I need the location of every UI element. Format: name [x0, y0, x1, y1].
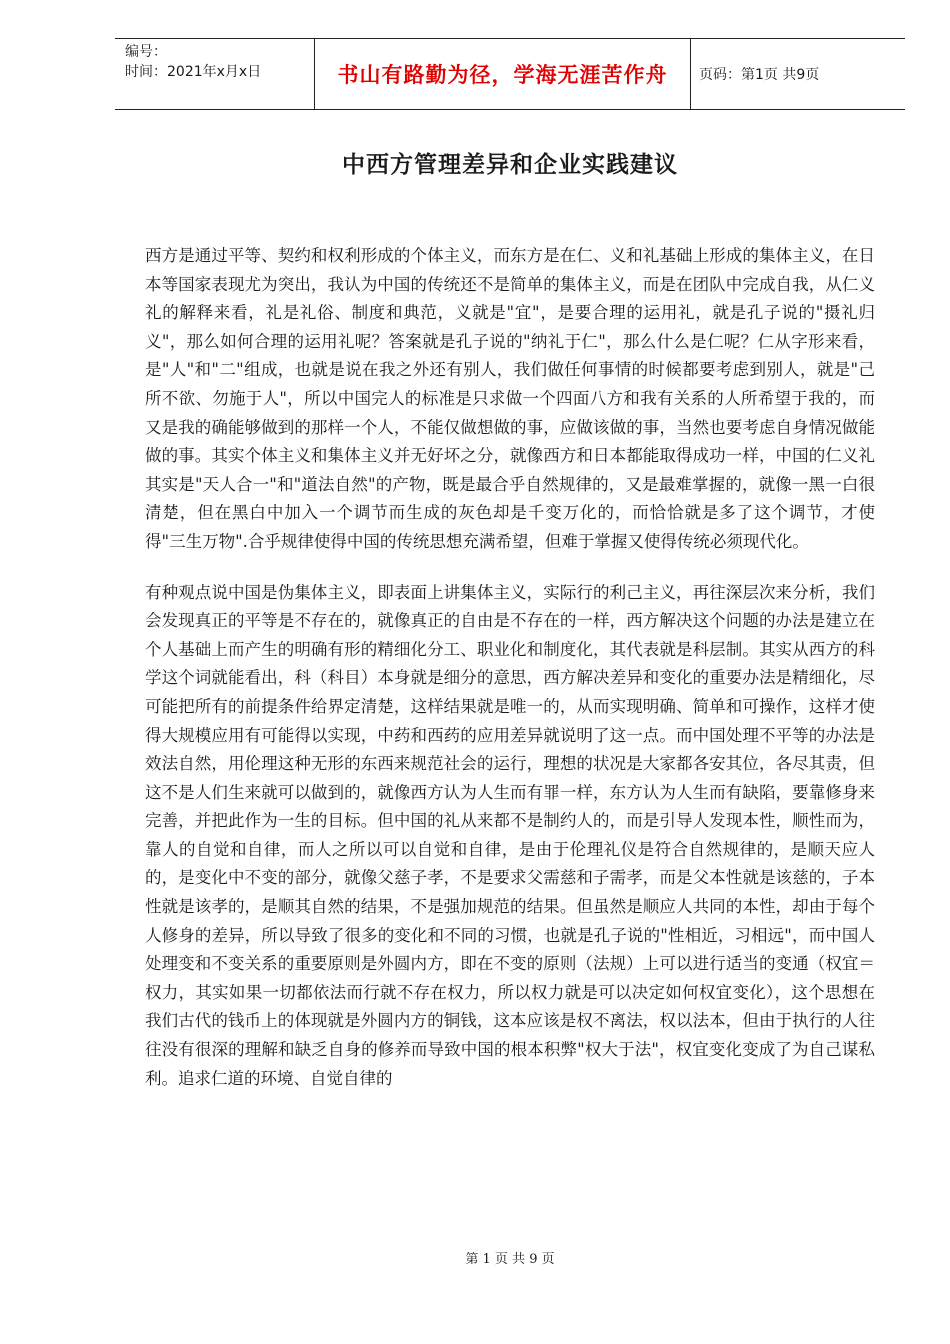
document-body	[145, 242, 875, 1115]
paragraph-1: 西方是通过平等、契约和权利形成的个体主义，而东方是在仁、义和礼基础上形成的集体主义，在日本等国家表现尤为突出，我认为中国的传统还不是简单的集体主义，而是在团队中完成自我，从仁义礼的解释来看，礼是礼俗、制度和典范，义就是"宜"，是要合理的运用礼，就是孔子说的"摄礼归义"，那么如何合理的运用礼呢？答案就是孔子说的"纳礼于仁"，那么什么是仁呢？仁从字形来看，是"人"和"二"组成，也就是说在我之外还有别人，我们做任何事情的时候都要考虑到别人，就是"己所不欲、勿施于人"，所以中国完人的标准是只求做一个四面八方和我有关系的人所希望于我的，而又是我的确能够做到的那样一个人，不能仅做想做的事，应做该做的事，当然也要考虑自身情况做能做的事。其实个体主义和集体主义并无好坏之分，就像西方和日本都能取得成功一样，中国的仁义礼其实是"天人合一"和"道法自然"的产物，既是最合乎自然规律的，又是最难掌握的，就像一黑一白很清楚，但在黑白中加入一个调节而生成的灰色却是千变万化的，而恰恰就是多了这个调节，才使得"三生万物".合乎规律使得中国的传统思想充满希望，但难于掌握又使得传统必须现代化。	[145, 246, 875, 551]
header-motto: 书山有路勤为径，学海无涯苦作舟	[315, 39, 691, 109]
header-table	[115, 38, 905, 110]
paragraph-2: 有种观点说中国是伪集体主义，即表面上讲集体主义，实际行的利己主义，再往深层次来分析，我们会发现真正的平等是不存在的，就像真正的自由是不存在的一样，西方解决这个问题的办法是建立在个人基础上而产生的明确有形的精细化分工、职业化和制度化，其代表就是科层制。其实从西方的科学这个词就能看出，科（科目）本身就是细分的意思，西方解决差异和变化的重要办法是精细化，尽可能把所有的前提条件给界定清楚，这样结果就是唯一的，从而实现明确、简单和可操作，这样才使得大规模应用有可能得以实现，中药和西药的应用差异就说明了这一点。而中国处理不平等的办法是效法自然，用伦理这种无形的东西来规范社会的运行，理想的状况是大家都各安其位，各尽其责，但这不是人们生来就可以做到的，就像西方认为人生而有罪一样，东方认为人生而有缺陷，要靠修身来完善，并把此作为一生的目标。但中国的礼从来都不是制约人的，而是引导人发现本性，顺性而为，靠人的自觉和自律，而人之所以可以自觉和自律，是由于伦理礼仪是符合自然规律的，是顺天应人的，是变化中不变的部分，就像父慈子孝，不是要求父需慈和子需孝，而是父本性就是该慈的，子本性就是该孝的，是顺其自然的结果，不是强加规范的结果。但虽然是顺应人共同的本性，却由于每个人修身的差异，所以导致了很多的变化和不同的习惯，也就是孔子说的"性相近，习相远"，而中国人处理变和不变关系的重要原则是外圆内方，即在不变的原则（法规）上可以进行适当的变通（权宜＝权力，其实如果一切都依法而行就不存在权力，所以权力就是可以决定如何权宜变化），这个思想在我们古代的钱币上的体现就是外圆内方的铜钱，这本应该是权不离法，权以法本，但由于执行的人往往没有很深的理解和缺乏自身的修养而导致中国的根本积弊"权大于法"，权宜变化变成了为自己谋私利。追求仁道的环境、自觉自律的	[145, 582, 875, 1088]
number-label: 编号：	[125, 44, 167, 60]
page-footer: 第 1 页 共 9 页	[465, 1252, 555, 1267]
header-page-info: 页码：第1页 共9页	[699, 67, 820, 83]
header-meta	[115, 39, 315, 109]
time-label: 时间：2021年x月x日	[125, 64, 262, 80]
document-title: 中西方管理差异和企业实践建议	[342, 152, 678, 178]
